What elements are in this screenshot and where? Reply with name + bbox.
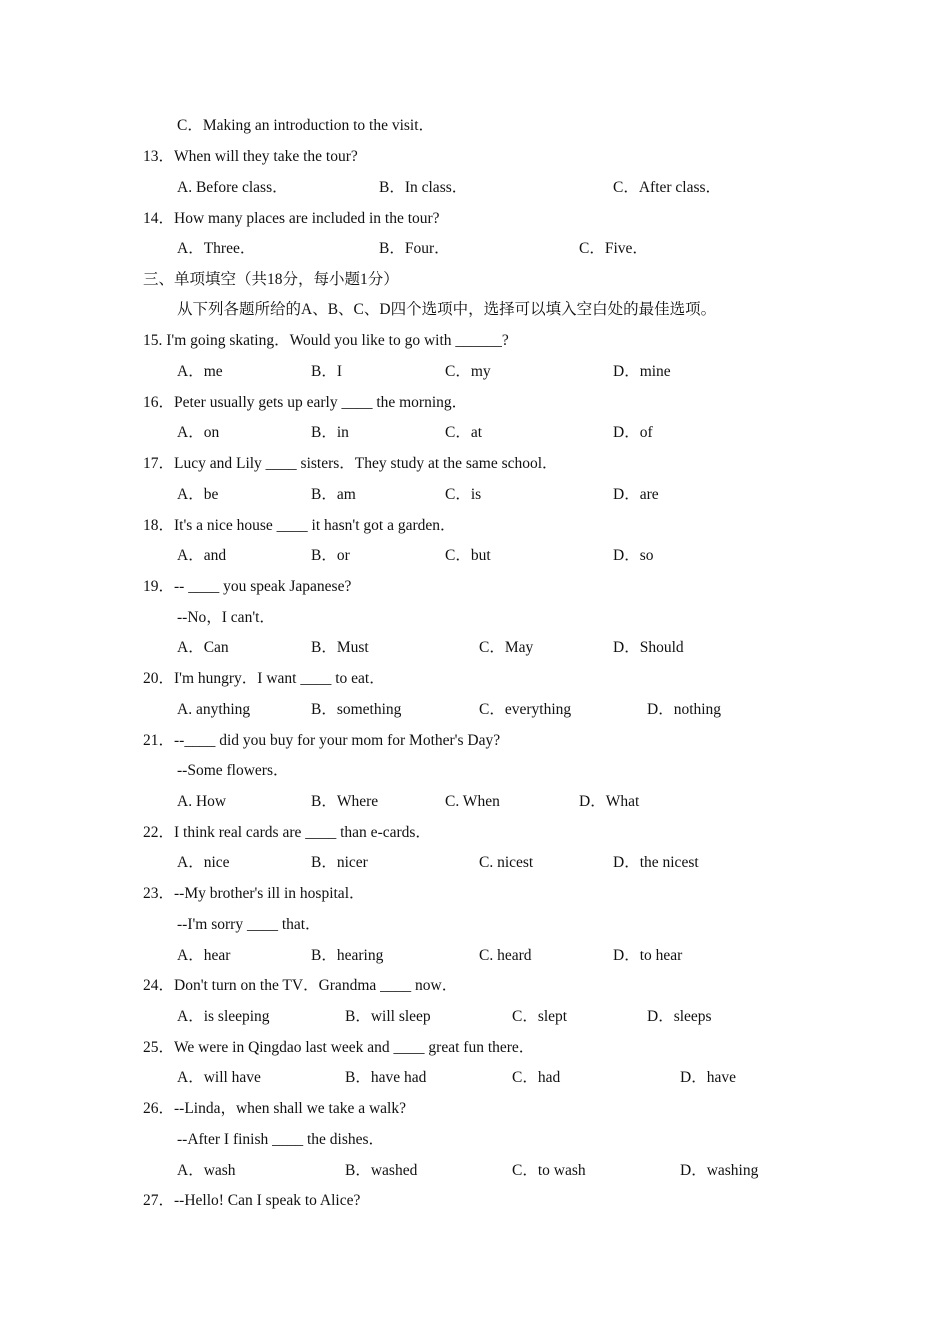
option-c: C．had [512,1069,561,1086]
option-b: B．will sleep [345,1008,431,1025]
option-a: A. Before class． [177,179,288,196]
option-a: A．wash [177,1162,236,1179]
question-27: 27．--Hello! Can I speak to Alice? [143,1192,361,1209]
option-a: A．hear [177,947,231,964]
section-heading: 三、单项填空（共18分，每小题1分） [143,271,399,288]
option-c: C．Five． [579,240,648,257]
question-25: 25．We were in Qingdao last week and ____ great fun there． [143,1039,535,1056]
question-18: 18．It's a nice house ____ it hasn't got a garden． [143,517,456,534]
option-b: B．In class． [379,179,468,196]
option-line: C．Making an introduction to the visit． [177,117,435,134]
option-a: A．Can [177,639,229,656]
option-a: A．will have [177,1069,261,1086]
option-c: C．May [479,639,534,656]
question-17: 17．Lucy and Lily ____ sisters．They study at the same school． [143,455,558,472]
option-c: C．at [445,424,483,441]
option-b: B．something [311,701,402,718]
question-26: 26．--Linda，when shall we take a walk? [143,1100,406,1117]
question-19: 19．-- ____ you speak Japanese? [143,578,352,595]
option-d: D．Should [613,639,684,656]
option-c: C. nicest [479,854,534,871]
question-22: 22．I think real cards are ____ than e-cards． [143,824,431,841]
dialogue-reply: --Some flowers． [177,762,289,779]
option-b: B．washed [345,1162,418,1179]
question-24: 24．Don't turn on the TV．Grandma ____ now． [143,977,458,994]
option-a: A．is sleeping [177,1008,270,1025]
option-c: C. heard [479,947,532,964]
option-d: D．have [680,1069,736,1086]
option-c: C．but [445,547,491,564]
question-21: 21．--____ did you buy for your mom for Mother's Day? [143,732,501,749]
option-c: C．everything [479,701,572,718]
option-a: A．Three． [177,240,256,257]
option-a: A．be [177,486,219,503]
option-b: B．in [311,424,349,441]
question-16: 16．Peter usually gets up early ____ the morning． [143,394,468,411]
option-d: D．of [613,424,653,441]
option-d: D．the nicest [613,854,699,871]
option-d: D．are [613,486,659,503]
question-20: 20．I'm hungry．I want ____ to eat． [143,670,385,687]
dialogue-reply: --I'm sorry ____ that． [177,916,321,933]
option-b: B．hearing [311,947,384,964]
option-b: B．I [311,363,343,380]
option-c: C．my [445,363,491,380]
option-d: D．to hear [613,947,683,964]
section-instructions: 从下列各题所给的A、B、C、D四个选项中，选择可以填入空白处的最佳选项。 [177,301,717,318]
dialogue-reply: --After I finish ____ the dishes． [177,1131,385,1148]
option-d: D．sleeps [647,1008,712,1025]
option-c: C．to wash [512,1162,586,1179]
option-a: A. How [177,793,227,810]
option-a: A．and [177,547,227,564]
option-d: D．nothing [647,701,722,718]
option-b: B．Four． [379,240,450,257]
option-a: A．on [177,424,220,441]
option-a: A．me [177,363,223,380]
option-b: B．have had [345,1069,427,1086]
option-b: B．am [311,486,356,503]
option-d: D．washing [680,1162,759,1179]
option-d: D．What [579,793,640,810]
option-c: C．slept [512,1008,568,1025]
option-b: B．or [311,547,350,564]
dialogue-reply: --No，I can't． [177,609,275,626]
option-d: D．so [613,547,654,564]
question-23: 23．--My brother's ill in hospital． [143,885,365,902]
option-a: A．nice [177,854,230,871]
question-13: 13．When will they take the tour? [143,148,358,165]
question-15: 15. I'm going skating．Would you like to go with ______? [143,332,509,349]
question-14: 14．How many places are included in the tour? [143,210,440,227]
option-c: C. When [445,793,500,810]
option-b: B．Must [311,639,369,656]
option-c: C．After class． [613,179,722,196]
option-c: C．is [445,486,482,503]
option-d: D．mine [613,363,671,380]
option-a: A. anything [177,701,251,718]
option-b: B．nicer [311,854,368,871]
option-b: B．Where [311,793,379,810]
